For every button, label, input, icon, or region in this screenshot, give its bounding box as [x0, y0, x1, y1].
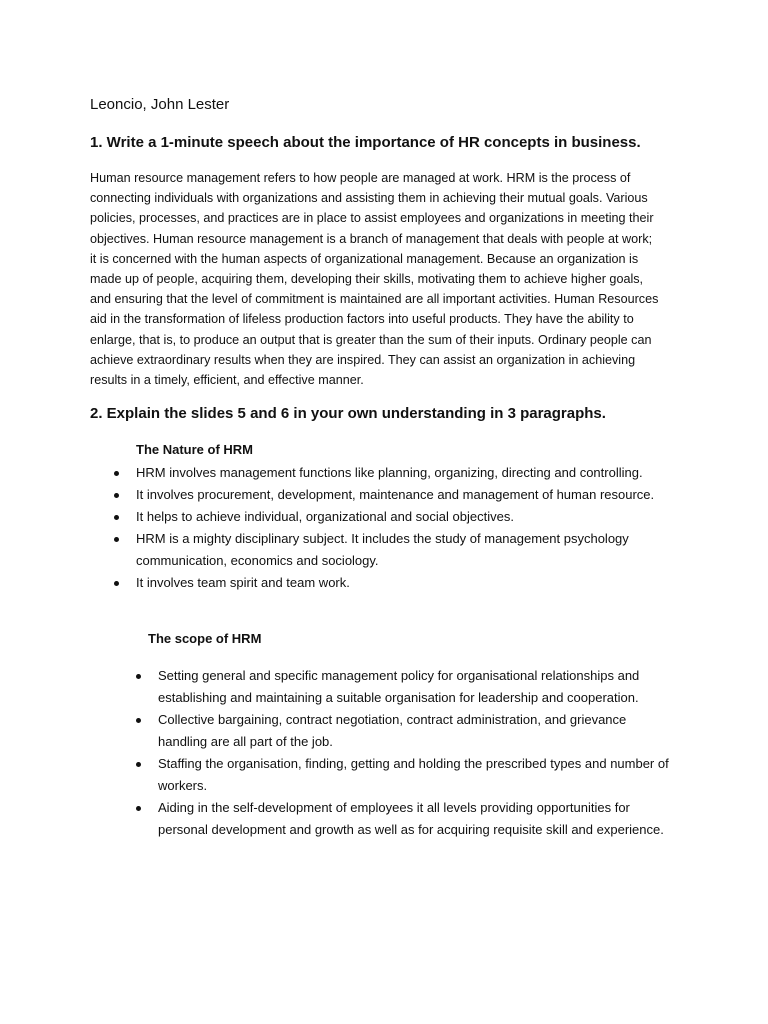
question-1-answer: Human resource management refers to how people are managed at work. HRM is the process of connecting individuals with organizations and assisting them in achieving their mutual goals. Various policies, processes, and practices are in place to assist employees and organizations in meeting their objectives. Human resource management is a branch of management that deals with people at work; it is concerned with the human aspects of organizational management. Because an organization is made up of people, acquiring them, developing their skills, motivating them to achieve higher goals, and ensuring that the level of commitment is maintained are all important activities. Human Resources aid in the transformation of lifeless production factors into useful products. They have the ability to enlarge, that is, to produce an output that is greater than the sum of their inputs. Ordinary people can achieve extraordinary results when they are inspired. They can assist an organization in achieving results in a timely, efficient, and effective manner. [90, 171, 659, 388]
list-item-text: HRM is a mighty disciplinary subject. It includes the study of management psychology communication, economics and sociology. [136, 531, 629, 568]
list-item [158, 797, 678, 841]
list-item-text: HRM involves management functions like planning, organizing, directing and controlling. [136, 465, 643, 480]
list-item [136, 572, 696, 594]
list-item-text: It involves procurement, development, maintenance and management of human resource. [136, 487, 655, 502]
question-1-heading: 1. Write a 1-minute speech about the importance of HR concepts in business. [90, 134, 641, 151]
bullet-icon [114, 493, 119, 498]
bullet-icon [114, 581, 119, 586]
list-item [158, 753, 678, 797]
scope-of-hrm-list [158, 665, 678, 841]
bullet-icon [136, 762, 141, 767]
nature-of-hrm-heading: The Nature of HRM [136, 442, 253, 457]
question-2-heading: 2. Explain the slides 5 and 6 in your own understanding in 3 paragraphs. [90, 405, 606, 422]
list-item [136, 484, 696, 506]
nature-of-hrm-list [136, 462, 696, 594]
bullet-icon [136, 718, 141, 723]
scope-of-hrm-heading: The scope of HRM [148, 631, 262, 646]
list-item-text: Collective bargaining, contract negotiation, contract administration, and grievance handling are all part of the job. [158, 712, 627, 749]
bullet-icon [136, 674, 141, 679]
author-name: Leoncio, John Lester [90, 96, 230, 113]
bullet-icon [114, 471, 119, 476]
bullet-icon [114, 515, 119, 520]
list-item [136, 528, 696, 572]
list-item [136, 462, 696, 484]
list-item-text: Aiding in the self-development of employees it all levels providing opportunities for personal development and growth as well as for acquiring requisite skill and experience. [158, 800, 664, 837]
list-item-text: Staffing the organisation, finding, getting and holding the prescribed types and number of workers. [158, 756, 669, 793]
bullet-icon [114, 537, 119, 542]
list-item [158, 665, 678, 709]
list-item [136, 506, 696, 528]
list-item-text: Setting general and specific management policy for organisational relationships and establishing and maintaining a suitable organisation for leadership and cooperation. [158, 668, 640, 705]
list-item-text: It involves team spirit and team work. [136, 575, 350, 590]
list-item [158, 709, 678, 753]
list-item-text: It helps to achieve individual, organizational and social objectives. [136, 509, 514, 524]
bullet-icon [136, 806, 141, 811]
